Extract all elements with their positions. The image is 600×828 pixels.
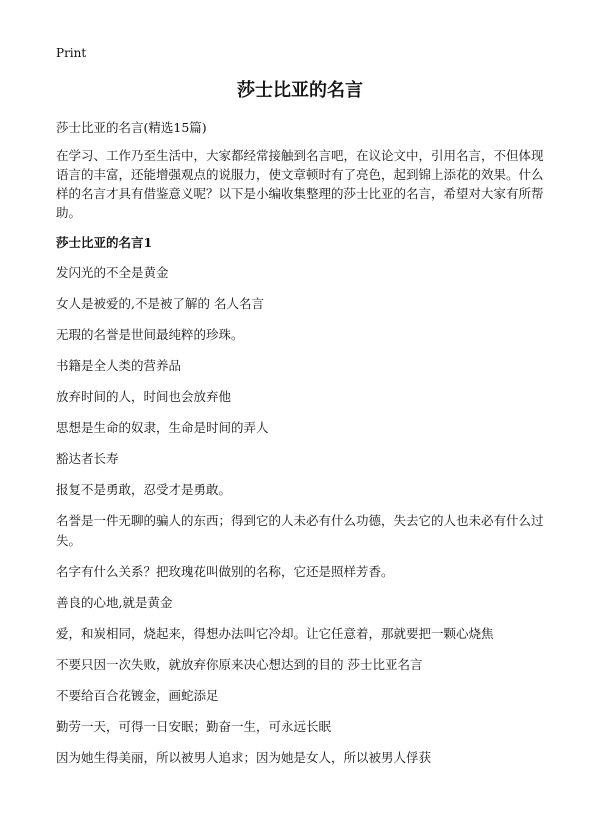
section-heading: 莎士比亚的名言1 bbox=[56, 235, 153, 250]
print-link[interactable]: Print bbox=[56, 46, 87, 60]
quote-item: 女人是被爱的,不是被了解的 名人名言 bbox=[56, 296, 264, 311]
quote-item: 思想是生命的奴隶，生命是时间的弄人 bbox=[56, 420, 269, 435]
quote-item: 名字有什么关系？把玫瑰花叫做别的名称，它还是照样芳香。 bbox=[56, 564, 394, 579]
quote-item: 放弃时间的人，时间也会放弃他 bbox=[56, 389, 232, 404]
quote-item: 豁达者长寿 bbox=[56, 451, 119, 466]
quote-item: 善良的心地,就是黄金 bbox=[56, 595, 173, 610]
intro-paragraph: 在学习、工作乃至生活中，大家都经常接触到名言吧，在议论文中，引用名言，不但体现语言的丰富，还能增强观点的说服力，使文章顿时有了亮色，起到锦上添花的效果。什么样的名言才具有借鉴意义呢？以下是小编收集整理的莎士比亚的名言，希望对大家有所帮助。 bbox=[56, 148, 544, 220]
quote-list bbox=[56, 263, 552, 768]
quote-item: 爱，和炭相同，烧起来，得想办法叫它冷却。让它任意着，那就要把一颗心烧焦 bbox=[56, 626, 494, 641]
document-subtitle: 莎士比亚的名言(精选15篇) bbox=[56, 120, 207, 135]
quote-item: 无瑕的名誉是世间最纯粹的珍珠。 bbox=[56, 327, 244, 342]
quote-item: 不要只因一次失败，就放弃你原来决心想达到的目的 莎士比亚名言 bbox=[56, 657, 423, 672]
document-body bbox=[56, 119, 552, 779]
quote-item: 不要给百合花镀金，画蛇添足 bbox=[56, 688, 219, 703]
quote-item: 书籍是全人类的营养品 bbox=[56, 358, 182, 373]
page-title: 莎士比亚的名言 bbox=[237, 80, 363, 101]
quote-item: 勤劳一天，可得一日安眠；勤奋一生，可永远长眠 bbox=[56, 719, 332, 734]
quote-item: 名誉是一件无聊的骗人的东西；得到它的人未必有什么功德，失去它的人也未必有什么过失。 bbox=[56, 513, 544, 548]
quote-item: 报复不是勇敢，忍受才是勇敢。 bbox=[56, 482, 232, 497]
quote-item: 发闪光的不全是黄金 bbox=[56, 265, 169, 280]
quote-item: 因为她生得美丽，所以被男人追求；因为她是女人，所以被男人俘获 bbox=[56, 750, 432, 765]
